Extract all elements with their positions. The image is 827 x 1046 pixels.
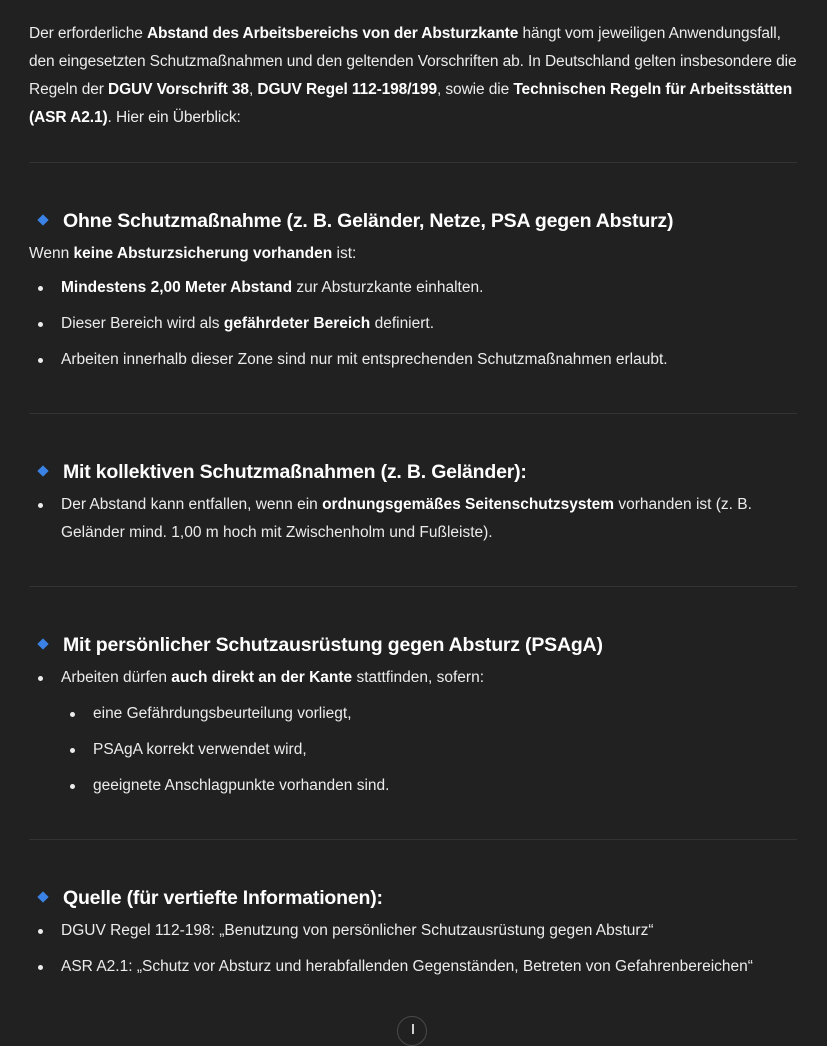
list-item [29,310,797,338]
scroll-down-button[interactable] [397,1016,427,1046]
bullet-list [29,274,797,374]
lead-text: Wenn [29,245,74,262]
sub-bullet-list [29,700,797,800]
section-divider [29,839,797,840]
section-sources [29,883,797,981]
item-bold: Mindestens 2,00 Meter Abstand [61,279,293,296]
item-text: zur Absturzkante einhalten. [292,279,484,296]
item-text: Der Abstand kann entfallen, wenn ein [61,496,323,513]
item-text: Arbeiten innerhalb dieser Zone sind nur mit entsprechenden Schutzmaßnahmen erlaubt. [61,351,668,368]
item-text: definiert. [370,315,435,332]
section-heading [29,457,797,487]
intro-text: , sowie die [436,81,514,98]
item-text: stattfinden, sofern: [352,669,485,686]
section-title: Quelle (für vertiefte Informationen): [63,887,383,909]
chat-message [29,0,797,981]
section-title: Mit kollektiven Schutzmaßnahmen [63,461,376,483]
diamond-icon [37,215,48,226]
section-psaga [29,630,797,800]
intro-bold: DGUV Vorschrift 38 [108,81,249,98]
item-text: Arbeiten dürfen [61,669,172,686]
section-lead [29,242,797,266]
diamond-icon [37,639,48,650]
item-text: vorhanden ist (z. B. Geländer mind. 1,00 m hoch mit Zwischenholm und Fußleiste). [61,496,752,541]
lead-text: ist: [332,245,357,262]
sub-list-item: PSAgA korrekt verwendet wird, [29,736,797,764]
sub-list-item: eine Gefährdungsbeurteilung vorliegt, [29,700,797,728]
intro-bold: Abstand des Arbeitsbereichs von der Absturzkante [146,25,519,42]
item-text: Dieser Bereich wird als [61,315,224,332]
list-item [29,274,797,302]
section-divider [29,586,797,587]
item-bold: auch direkt an der Kante [171,669,353,686]
sub-list-item: geeignete Anschlagpunkte vorhanden sind. [29,772,797,800]
bullet-list [29,917,797,981]
intro-text: Der erforderliche [29,25,147,42]
diamond-icon [37,892,48,903]
diamond-icon [37,466,48,477]
section-divider [29,413,797,414]
arrow-down-icon [412,1024,414,1034]
item-bold: gefährdeter Bereich [223,315,371,332]
section-heading [29,630,797,660]
bullet-list [29,491,797,547]
section-heading [29,206,797,236]
list-item: DGUV Regel 112-198: „Benutzung von persönlicher Schutzausrüstung gegen Absturz“ [29,917,797,945]
section-no-protection [29,206,797,374]
section-collective-protection [29,457,797,547]
intro-paragraph [29,20,797,132]
list-item [29,491,797,547]
section-title-suffix: (z. B. Geländer): [375,461,527,483]
section-heading [29,883,797,913]
item-bold: ordnungsgemäßes Seitenschutzsystem [322,496,615,513]
intro-text: . Hier ein Überblick: [107,109,241,126]
list-item [29,664,797,692]
list-item [29,346,797,374]
section-title: Mit persönlicher Schutzausrüstung gegen Absturz (PSAgA) [63,634,603,656]
lead-bold: keine Absturzsicherung vorhanden [73,245,333,262]
intro-text: , [248,81,258,98]
intro-text: hängt vom jeweiligen Anwendungsfall, den eingesetzten Schutzmaßnahmen und den geltenden Vorschriften ab. In Deutschland gelten insbesondere die Regeln der [29,25,797,98]
section-title: Ohne Schutzmaßnahme (z. B. Geländer, Netze, PSA gegen Absturz) [63,210,674,232]
bullet-list [29,664,797,692]
section-divider [29,162,797,163]
intro-bold: DGUV Regel 112-198/199 [257,81,437,98]
intro-bold: Technischen Regeln für Arbeitsstätten (ASR A2.1) [29,81,793,126]
list-item: ASR A2.1: „Schutz vor Absturz und herabfallenden Gegenständen, Betreten von Gefahrenbereichen“ [29,953,797,981]
